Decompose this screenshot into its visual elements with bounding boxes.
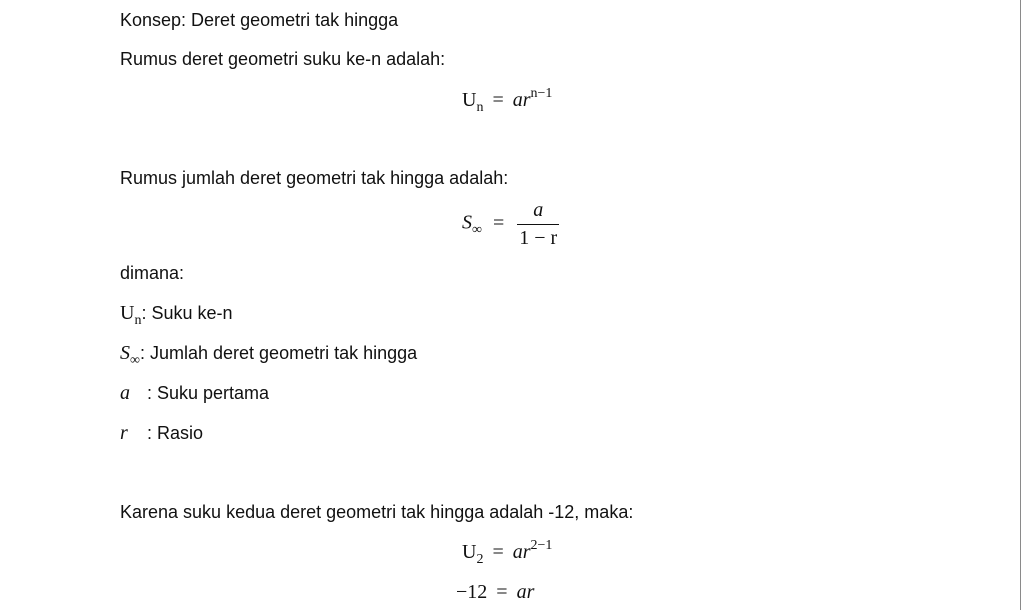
eq-sinf-lhs: S [462,211,472,234]
def-sinf-symbol: S [120,342,130,364]
minus-twelve-equation [456,580,534,604]
def-un-symbol-sub: n [134,313,142,328]
eq-sinf-lhs-sub: ∞ [472,222,482,238]
def-a-symbol: a [120,382,130,404]
definition-a [120,382,269,404]
infinite-sum-equation [462,199,559,249]
def-sinf-text: : Jumlah deret geometri tak hingga [139,343,418,363]
concept-heading: Konsep: Deret geometri tak hingga [120,10,399,30]
def-un-symbol: U [120,302,135,324]
eq-un-lhs: U [462,89,477,111]
def-sinf-symbol-sub: ∞ [130,353,140,368]
eq-u2-lhs: U [462,541,477,563]
eq-u2-rhs-sup: 2−1 [530,538,553,553]
definition-r [120,422,203,444]
eq-m12-equals: = [496,581,508,603]
eq-un-rhs: ar [512,89,531,111]
eq-sinf-equals: = [492,211,505,234]
second-term-equation [462,538,553,567]
eq-sinf-fraction [517,199,559,249]
where-label: dimana: [120,263,185,283]
eq-un-lhs-sub: n [476,100,484,115]
def-r-text: : Rasio [142,423,204,443]
eq-sinf-denominator: 1 − r [517,224,559,249]
nth-term-formula-intro: Rumus deret geometri suku ke-n adalah: [120,49,446,69]
def-r-symbol: r [120,422,128,444]
eq-m12-rhs: ar [516,581,535,603]
eq-un-rhs-sup: n−1 [530,86,553,101]
eq-u2-lhs-sub: 2 [476,552,484,567]
eq-u2-equals: = [492,541,504,563]
eq-sinf-numerator: a [533,199,544,221]
nth-term-equation [462,86,553,115]
page-edge-rule [1020,0,1021,610]
eq-u2-rhs: ar [512,541,531,563]
infinite-sum-formula-intro: Rumus jumlah deret geometri tak hingga adalah: [120,168,509,188]
definition-un [120,302,233,328]
eq-un-equals: = [492,89,504,111]
definition-sinf [120,342,418,368]
eq-m12-lhs: −12 [456,581,488,603]
def-a-text: : Suku pertama [142,383,270,403]
def-un-text: : Suku ke-n [141,303,233,323]
because-statement: Karena suku kedua deret geometri tak hingga adalah -12, maka: [120,502,634,522]
